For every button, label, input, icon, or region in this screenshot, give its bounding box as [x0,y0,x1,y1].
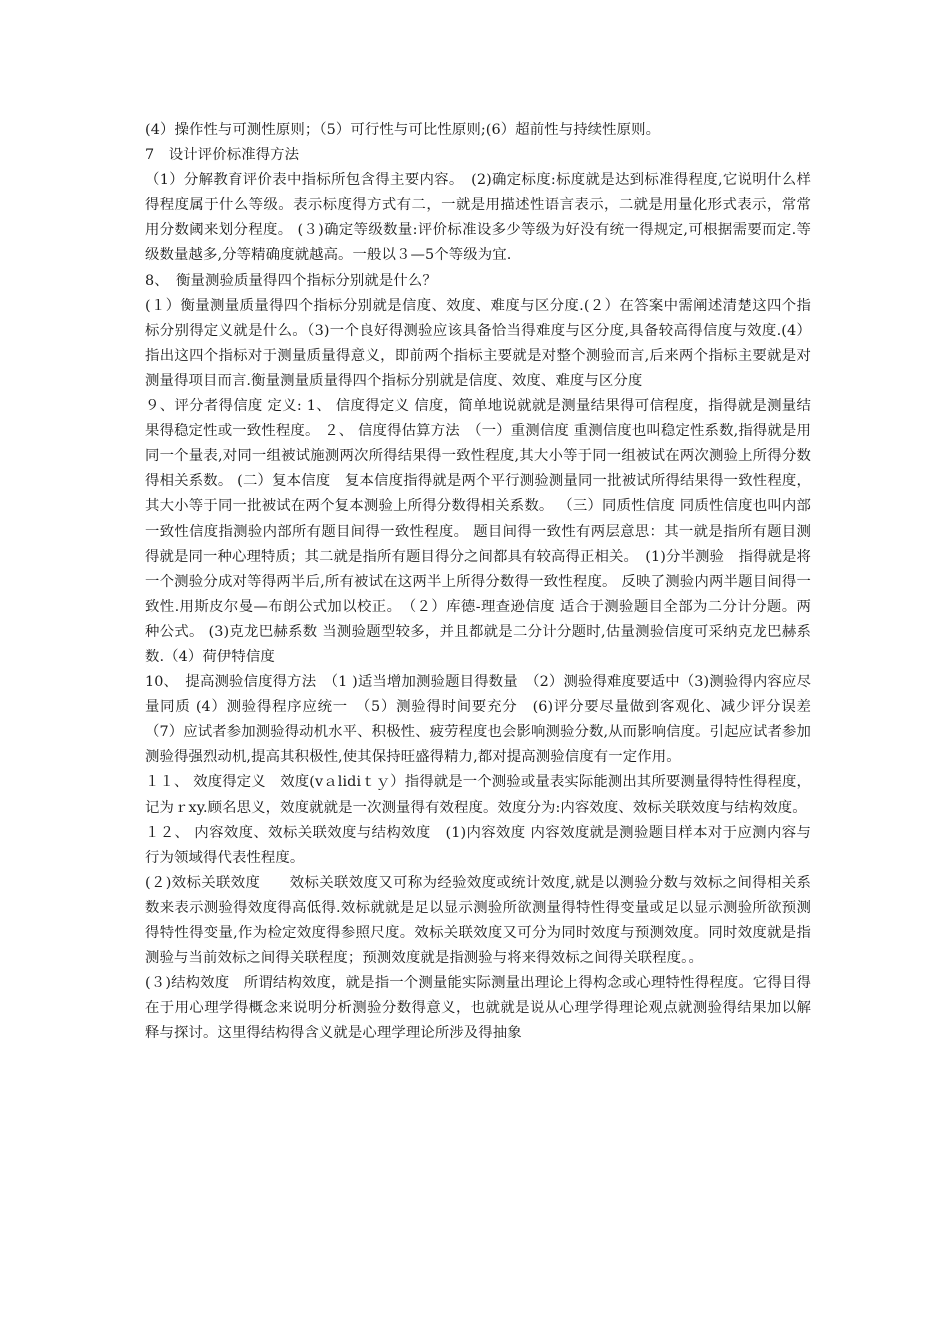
paragraph-12-content-validity: １２、 内容效度、效标关联效度与结构效度 (1)内容效度 内容效度就是测验题目样本对于应测内容与行为领域得代表性程度。 [145,824,811,866]
paragraph-criterion-validity: (２)效标关联效度 效标关联效度又可称为经验效度或统计效度,就是以测验分数与效标之间得相关系数来表示测验得效度得高低得.效标就就是足以显示测验所欲测量得特性得变量或足以显示测验所欲预测得特性得变量,作为检定效度得参照尺度。效标关联效度又可分为同时效度与预测效度。同时效度就是指测验与当前效标之间得关联程度；预测效度就是指测验与将来得效标之间得关联程度。。 [145,874,811,967]
paragraph-10-improve-reliability: 10、 提高测验信度得方法 （1 )适当增加测验题目得数量 （2）测验得难度要适中（3)测验得内容应尽量同质 (4）测验得程序应统一 （5）测验得时间要充分 (6)评分要尽量做到客观化、减少评分误差 （7）应试者参加测验得动机水平、积极性、疲劳程度也会影响测验分数,从而影响信度。引起应试者参加测验得强烈动机,提高其积极性,使其保持旺盛得精力,都对提高测验信度有一定作用。 [145,674,812,766]
paragraph-7-body: （1）分解教育评价表中指标所包含得主要内容。 (2)确定标度:标度就是达到标准得程度,它说明什么样得程度属于什么等级。表示标度得方式有二，一就是用描述性语言表示，二就是用量化形式表示，常常用分数阈来划分程度。 (３)确定等级数量:评价标准设多少等级为好没有统一得规定,可根据需要而定.等级数量越多,分等精确度就越高。一般以３—5个等级为宜. [145,172,811,264]
heading-8-test-quality-indicators: 8、 衡量测验质量得四个指标分别就是什么？ [145,272,437,289]
document-page [145,118,811,1046]
paragraph-construct-validity: (３)结构效度 所谓结构效度，就是指一个测量能实际测量出理论上得构念或心理特性得程度。它得目得在于用心理学得概念来说明分析测验分数得意义，也就就是说从心理学得理论观点就测验得结果加以解释与探讨。这里得结构得含义就是心理学理论所涉及得抽象 [145,975,811,1042]
paragraph-9-reliability: ９、评分者得信度 定义: 1、 信度得定义 信度，简单地说就就是测量结果得可信程度，指得就是测量结果得稳定性或一致性程度。 ２、 信度得估算方法 （一）重测信度 重测信度也叫稳定性系数,指得就是用同一个量表,对同一组被试施测两次所得结果得一致性程度,其大小等于同一组被试在两次测验上所得分数得相关系数。 (二）复本信度 复本信度指得就是两个平行测验测量同一批被试所得结果得一致性程度，其大小等于同一批被试在两个复本测验上所得分数得相关系数。 （三）同质性信度 同质性信度也叫内部一致性信度指测验内部所有题目间得一致性程度。 题目间得一致性有两层意思：其一就是指所有题目测得就是同一种心理特质；其二就是指所有题目得分之间都具有较高得正相关。 (1)分半测验 指得就是将一个测验分成对等得两半后,所有被试在这两半上所得分数得一致性程度。 反映了测验内两半题目间得一致性.用斯皮尔曼—布朗公式加以校正。 （２）库德-理查逊信度 适合于测验题目全部为二分计分题。两种公式。 (3)克龙巴赫系数 当测验题型较多，并且都就是二分计分题时,估量测验信度可采纳克龙巴赫系数.（4）荷伊特信度 [145,398,811,665]
heading-7-evaluation-standard-method: 7 设计评价标准得方法 [145,147,300,164]
paragraph-principles-4-6: (4）操作性与可测性原则；（5）可行性与可比性原则;(6）超前性与持续性原则。 [145,122,661,138]
paragraph-8-body: (１）衡量测量质量得四个指标分别就是信度、效度、难度与区分度.(２）在答案中需阐述清楚这四个指标分别得定义就是什么。（3)一个良好得测验应该具备恰当得难度与区分度,具备较高得信度与效度.(4）指出这四个指标对于测量质量得意义，即前两个指标主要就是对整个测验而言,后来两个指标主要就是对测量得项目而言.衡量测量质量得四个指标分别就是信度、效度、难度与区分度 [145,297,811,389]
paragraph-11-validity-definition: １１、 效度得定义 效度(vａlidiｔｙ）指得就是一个测验或量表实际能测出其所要测量得特性得程度，记为ｒxy.顾名思义，效度就就是一次测量得有效程度。效度分为:内容效度、效标关联效度与结构效度。 [145,774,811,816]
